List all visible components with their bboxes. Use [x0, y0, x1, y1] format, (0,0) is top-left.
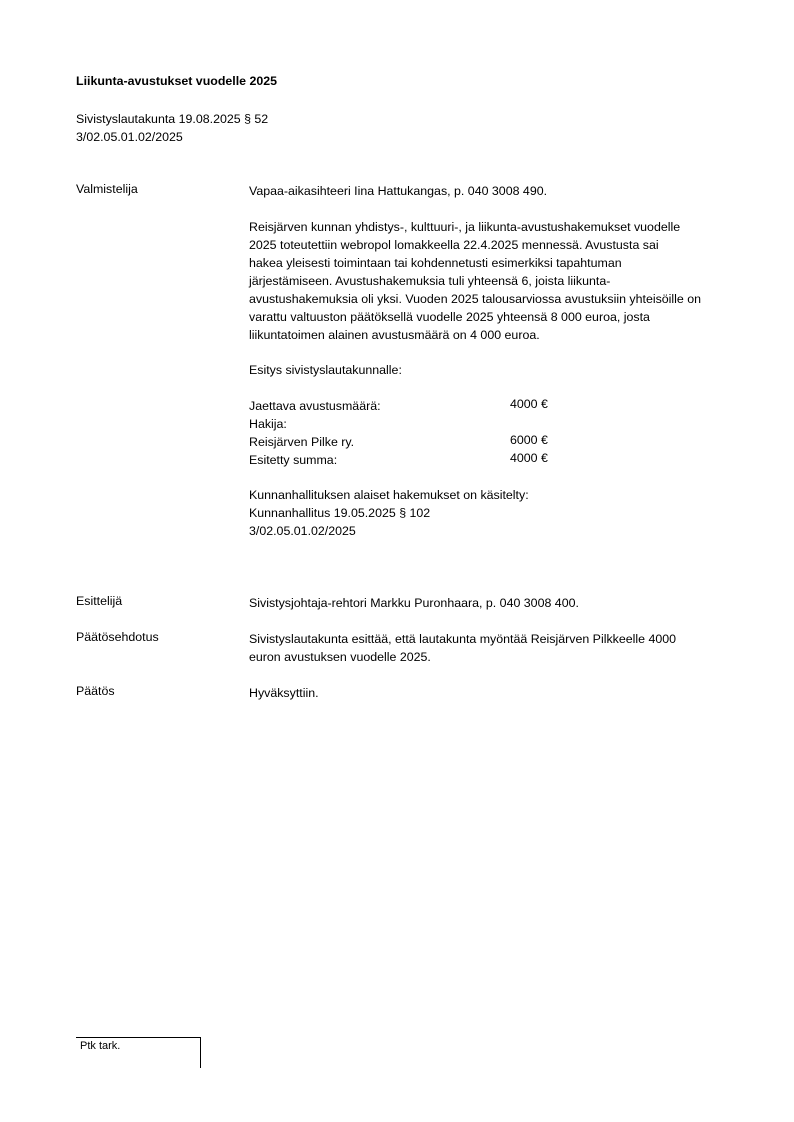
meeting-reference: Sivistyslautakunta 19.08.2025 § 52 [76, 112, 269, 126]
body-line: hakea yleisesti toimintaan tai kohdennetusti esimerkiksi tapahtuman [249, 256, 622, 270]
paatosehdotus-line: Sivistyslautakunta esittää, että lautakunta myöntää Reisjärven Pilkkeelle 4000 [249, 632, 677, 646]
kunnanhallitus-line: Kunnanhallituksen alaiset hakemukset on käsitelty: [249, 488, 529, 502]
body-line: 2025 toteutettiin webropol lomakkeella 22.4.2025 mennessä. Avustusta sai [249, 238, 659, 252]
document-title: Liikunta-avustukset vuodelle 2025 [76, 74, 278, 88]
record-id: 3/02.05.01.02/2025 [76, 130, 183, 144]
amount-value: 4000 € [510, 451, 548, 465]
amount-label: Reisjärven Pilke ry. [249, 435, 355, 449]
kunnanhallitus-block [249, 486, 529, 540]
body-line: järjestämiseen. Avustushakemuksia tuli yhteensä 6, joista liikunta- [249, 274, 611, 288]
paatosehdotus-line: euron avustuksen vuodelle 2025. [249, 650, 431, 664]
paatos-label: Päätös [76, 684, 115, 698]
protocol-check-label: Ptk tark. [80, 1040, 121, 1052]
paatosehdotus-text [249, 630, 676, 666]
esitys-heading: Esitys sivistyslautakunnalle: [249, 363, 402, 377]
esittelija-label: Esittelijä [76, 594, 123, 608]
valmistelija-label: Valmistelija [76, 182, 138, 196]
valmistelija-text: Vapaa-aikasihteeri Iina Hattukangas, p. 040 3008 490. [249, 184, 548, 198]
body-line: Reisjärven kunnan yhdistys-, kulttuuri-, ja liikunta-avustushakemukset vuodelle [249, 220, 681, 234]
amount-value: 6000 € [510, 433, 548, 447]
body-paragraph [249, 218, 701, 344]
amount-label: Hakija: [249, 417, 287, 431]
amount-value: 4000 € [510, 397, 548, 411]
paatosehdotus-label: Päätösehdotus [76, 630, 159, 644]
body-line: varattu valtuuston päätöksellä vuodelle 2025 yhteensä 8 000 euroa, josta [249, 310, 650, 324]
kunnanhallitus-line: 3/02.05.01.02/2025 [249, 524, 356, 538]
amount-label: Esitetty summa: [249, 453, 338, 467]
protocol-check-box [76, 1037, 201, 1068]
body-line: avustushakemuksia oli yksi. Vuoden 2025 talousarviossa avustuksiin yhteisöille on [249, 292, 702, 306]
body-line: liikuntatoimen alainen avustusmäärä on 4 000 euroa. [249, 328, 540, 342]
esittelija-text: Sivistysjohtaja-rehtori Markku Puronhaara, p. 040 3008 400. [249, 596, 579, 610]
kunnanhallitus-line: Kunnanhallitus 19.05.2025 § 102 [249, 506, 431, 520]
amount-label: Jaettava avustusmäärä: [249, 399, 381, 413]
paatos-text: Hyväksyttiin. [249, 686, 319, 700]
